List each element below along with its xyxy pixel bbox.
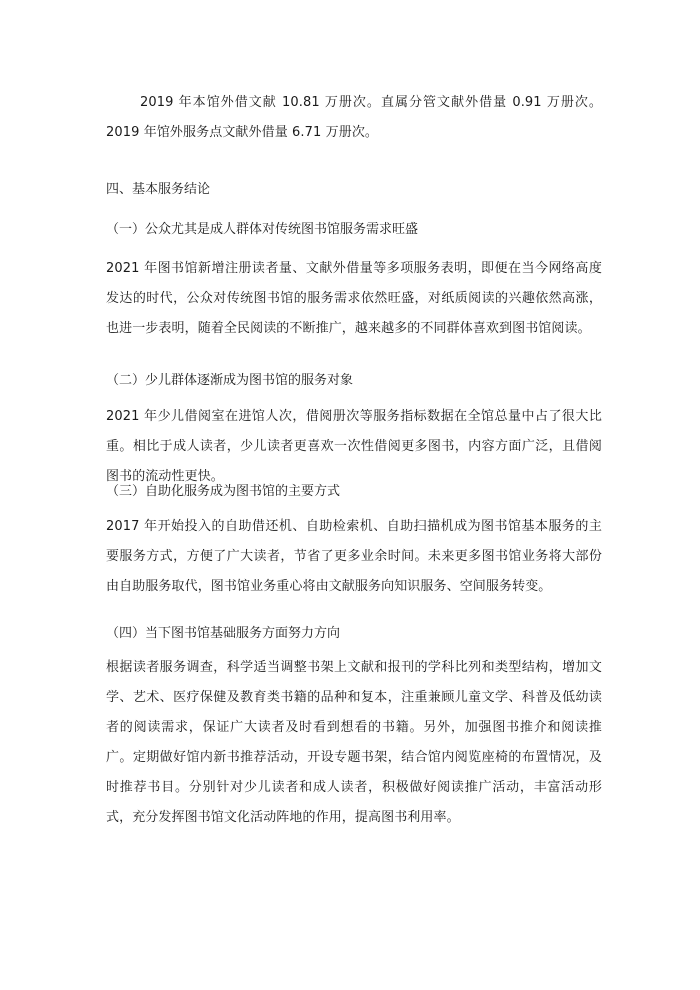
subsection-heading-3: （三）自助化服务成为图书馆的主要方式	[106, 484, 341, 499]
subsection-body-1: 2021 年图书馆新增注册读者量、文献外借量等多项服务表明，即便在当今网络高度发达的时代，公众对传统图书馆的服务需求依然旺盛，对纸质阅读的兴趣依然高涨，也进一步表明，随着全民阅读的不断推广，越来越多的不同群体喜欢到图书馆阅读。	[106, 261, 602, 336]
subsection-body-3: 2017 年开始投入的自助借还机、自助检索机、自助扫描机成为图书馆基本服务的主要服务方式，方便了广大读者，节省了更多业余时间。未来更多图书馆业务将大部份由自助服务取代，图书馆业务重心将由文献服务向知识服务、空间服务转变。	[106, 519, 602, 594]
subsection-heading-2: （二）少儿群体逐渐成为图书馆的服务对象	[106, 373, 354, 388]
subsection-body-2: 2021 年少儿借阅室在进馆人次，借阅册次等服务指标数据在全馆总量中占了很大比重。相比于成人读者，少儿读者更喜欢一次性借阅更多图书，内容方面广泛，且借阅图书的流动性更快。	[106, 409, 602, 484]
subsection-heading-1: （一）公众尤其是成人群体对传统图书馆服务需求旺盛	[106, 222, 419, 237]
subsection-body-4: 根据读者服务调查，科学适当调整书架上文献和报刊的学科比列和类型结构，增加文学、艺术、医疗保健及教育类书籍的品种和复本，注重兼顾儿童文学、科普及低幼读者的阅读需求，保证广大读者及时看到想看的书籍。另外，加强图书推介和阅读推广。定期做好馆内新书推荐活动，开设专题书架，结合馆内阅览座椅的布置情况，及时推荐书目。分别针对少儿读者和成人读者，积极做好阅读推广活动，丰富活动形式，充分发挥图书馆文化活动阵地的作用，提高图书利用率。	[106, 660, 602, 825]
intro-paragraph: 2019 年本馆外借文献 10.81 万册次。直属分管文献外借量 0.91 万册次。2019 年馆外服务点文献外借量 6.71 万册次。	[106, 95, 602, 140]
subsection-heading-4: （四）当下图书馆基础服务方面努力方向	[106, 626, 341, 641]
section-title: 四、基本服务结论	[106, 182, 211, 197]
